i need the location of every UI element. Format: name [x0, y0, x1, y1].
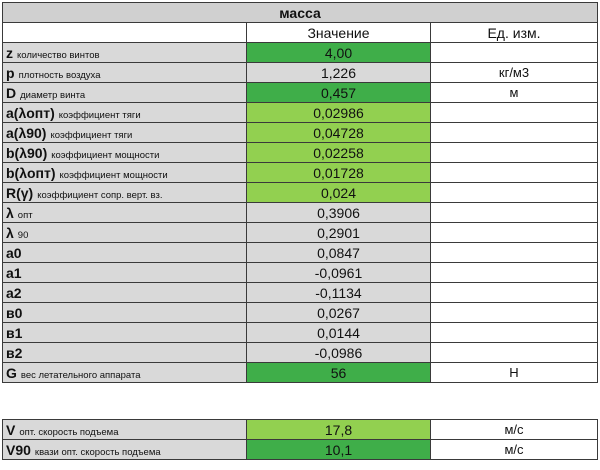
parameter-description: коэффициент тяги: [58, 109, 141, 121]
value-cell[interactable]: 0,024: [247, 183, 431, 203]
parameter-cell[interactable]: [3, 203, 247, 223]
table-row: [3, 440, 598, 460]
parameter-description: коэффициент мощности: [59, 169, 168, 181]
parameter-symbol: b(λ90): [6, 144, 48, 161]
parameter-cell[interactable]: [3, 363, 247, 383]
value-cell[interactable]: -0,1134: [247, 283, 431, 303]
parameter-symbol: λ: [6, 204, 14, 221]
value-cell[interactable]: 0,0144: [247, 323, 431, 343]
parameter-cell[interactable]: [3, 283, 247, 303]
parameter-description: 90: [17, 229, 29, 241]
table-row: [3, 283, 598, 303]
value-cell[interactable]: -0,0961: [247, 263, 431, 283]
unit-cell[interactable]: кг/м3: [431, 63, 598, 83]
value-cell[interactable]: 0,0847: [247, 243, 431, 263]
parameter-description: количество винтов: [17, 49, 100, 61]
mass-table: [2, 2, 598, 383]
parameter-cell[interactable]: [3, 183, 247, 203]
parameter-description: опт: [17, 209, 33, 221]
table-title[interactable]: масса: [3, 3, 598, 23]
parameter-cell[interactable]: [3, 440, 247, 460]
value-cell[interactable]: 0,2901: [247, 223, 431, 243]
unit-cell[interactable]: [431, 263, 598, 283]
parameter-cell[interactable]: [3, 263, 247, 283]
parameter-symbol: a(λ90): [6, 124, 47, 141]
parameter-cell[interactable]: [3, 223, 247, 243]
header-value[interactable]: Значение: [247, 23, 431, 43]
parameter-cell[interactable]: [3, 123, 247, 143]
parameter-description: плотность воздуха: [18, 69, 101, 81]
parameter-cell[interactable]: [3, 143, 247, 163]
value-cell[interactable]: 0,01728: [247, 163, 431, 183]
value-cell[interactable]: 56: [247, 363, 431, 383]
unit-cell[interactable]: [431, 323, 598, 343]
parameter-description: коэффициент мощности: [51, 149, 160, 161]
unit-cell[interactable]: [431, 43, 598, 63]
parameter-symbol: a(λопт): [6, 104, 55, 121]
table-row: [3, 163, 598, 183]
header-unit[interactable]: Ед. изм.: [431, 23, 598, 43]
table-row: [3, 83, 598, 103]
table-row: [3, 43, 598, 63]
parameter-symbol: G: [6, 364, 17, 381]
unit-cell[interactable]: [431, 343, 598, 363]
parameter-description: опт. скорость подъема: [19, 426, 119, 438]
parameter-cell[interactable]: [3, 83, 247, 103]
parameter-description: квази опт. скорость подъема: [34, 446, 161, 458]
parameter-symbol: в1: [6, 324, 23, 341]
table-title-row: [3, 3, 598, 23]
value-cell[interactable]: 0,3906: [247, 203, 431, 223]
parameter-symbol: R(γ): [6, 184, 34, 201]
parameter-symbol: z: [6, 44, 13, 61]
parameter-description: коэффициент сопр. верт. вз.: [37, 189, 163, 201]
parameter-symbol: a1: [6, 264, 22, 281]
header-row: [3, 23, 598, 43]
parameter-symbol: b(λопт): [6, 164, 56, 181]
header-empty-cell[interactable]: [3, 23, 247, 43]
parameter-symbol: в2: [6, 344, 23, 361]
table-row: [3, 343, 598, 363]
parameter-symbol: D: [6, 84, 17, 101]
table-row: [3, 363, 598, 383]
parameter-symbol: λ: [6, 224, 14, 241]
unit-cell[interactable]: [431, 303, 598, 323]
table-row: [3, 103, 598, 123]
table-row: [3, 223, 598, 243]
unit-cell[interactable]: [431, 123, 598, 143]
table-row: [3, 63, 598, 83]
value-cell[interactable]: 1,226: [247, 63, 431, 83]
unit-cell[interactable]: [431, 143, 598, 163]
parameter-cell[interactable]: [3, 420, 247, 440]
table-row: [3, 183, 598, 203]
value-cell[interactable]: 0,04728: [247, 123, 431, 143]
unit-cell[interactable]: м: [431, 83, 598, 103]
table-row: [3, 243, 598, 263]
value-cell[interactable]: 4,00: [247, 43, 431, 63]
value-cell[interactable]: 0,02258: [247, 143, 431, 163]
table-row: [3, 420, 598, 440]
parameter-cell[interactable]: [3, 43, 247, 63]
unit-cell[interactable]: [431, 183, 598, 203]
value-cell[interactable]: 0,457: [247, 83, 431, 103]
parameter-cell[interactable]: [3, 103, 247, 123]
parameter-description: диаметр винта: [20, 89, 86, 101]
parameter-symbol: a2: [6, 284, 22, 301]
parameter-cell[interactable]: [3, 303, 247, 323]
unit-cell[interactable]: [431, 163, 598, 183]
parameter-symbol: V90: [6, 441, 31, 458]
unit-cell[interactable]: [431, 203, 598, 223]
value-cell[interactable]: 0,0267: [247, 303, 431, 323]
unit-cell[interactable]: [431, 103, 598, 123]
value-cell[interactable]: 10,1: [247, 440, 431, 460]
value-cell[interactable]: 17,8: [247, 420, 431, 440]
parameter-description: вес летательного аппарата: [20, 369, 141, 381]
table-row: [3, 263, 598, 283]
unit-cell[interactable]: [431, 283, 598, 303]
parameter-symbol: p: [6, 64, 15, 81]
unit-cell[interactable]: Н: [431, 363, 598, 383]
parameter-symbol: V: [6, 421, 16, 438]
parameter-cell[interactable]: [3, 323, 247, 343]
parameter-symbol: в0: [6, 304, 23, 321]
table-row: [3, 303, 598, 323]
parameter-cell[interactable]: [3, 63, 247, 83]
parameter-description: коэффициент тяги: [50, 129, 133, 141]
unit-cell[interactable]: м/с: [431, 440, 598, 460]
table-row: [3, 323, 598, 343]
results-table: [2, 419, 598, 460]
value-cell[interactable]: 0,02986: [247, 103, 431, 123]
parameter-cell[interactable]: [3, 163, 247, 183]
unit-cell[interactable]: м/с: [431, 420, 598, 440]
parameter-symbol: a0: [6, 244, 22, 261]
unit-cell[interactable]: [431, 243, 598, 263]
parameter-cell[interactable]: [3, 243, 247, 263]
table-row: [3, 203, 598, 223]
value-cell[interactable]: -0,0986: [247, 343, 431, 363]
table-row: [3, 143, 598, 163]
table-row: [3, 123, 598, 143]
parameter-cell[interactable]: [3, 343, 247, 363]
unit-cell[interactable]: [431, 223, 598, 243]
